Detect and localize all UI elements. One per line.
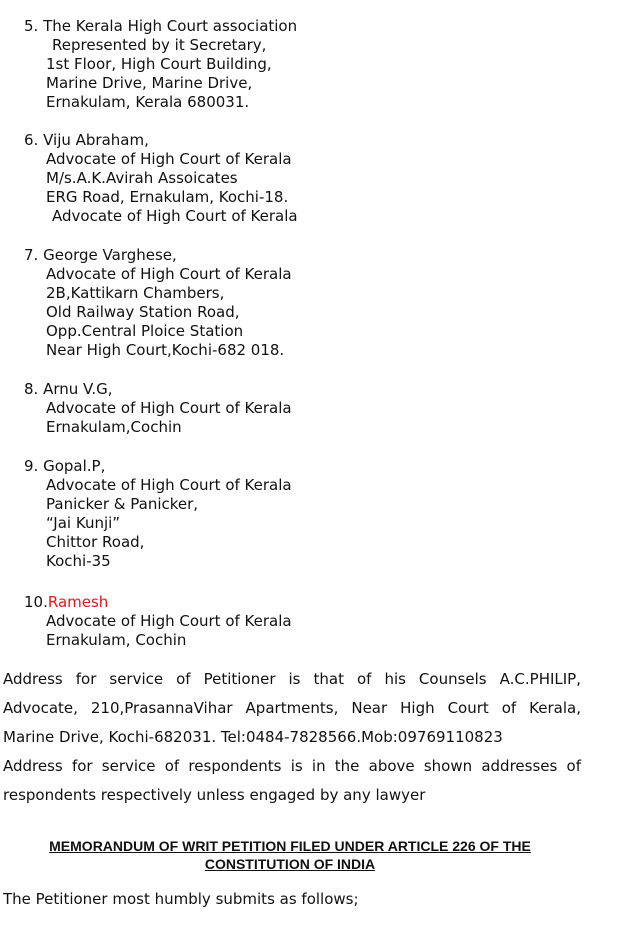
respondent-number: 6.	[24, 131, 39, 149]
address-line: Advocate of High Court of Kerala	[46, 612, 292, 630]
address-line: Advocate of High Court of Kerala	[46, 150, 292, 168]
address-line: Advocate of High Court of Kerala	[46, 399, 292, 417]
respondent-number: 5.	[24, 17, 39, 35]
paragraph-line: respondents respectively unless engaged by any lawyer	[3, 786, 426, 804]
respondent-name: Gopal.P,	[43, 457, 106, 475]
respondent-number: 7.	[24, 246, 39, 264]
heading-line-2: CONSTITUTION OF INDIA	[204, 856, 376, 872]
address-line: Advocate of High Court of Kerala	[52, 207, 298, 225]
address-line: Advocate of High Court of Kerala	[46, 476, 292, 494]
respondent-number: 10.	[24, 593, 48, 611]
address-line: Kochi-35	[46, 552, 111, 570]
paragraph-line: Advocate, 210,PrasannaVihar Apartments, Near High Court of Kerala,	[3, 699, 581, 717]
respondent-10	[24, 593, 292, 650]
address-line: “Jai Kunji”	[46, 514, 121, 532]
respondent-name: George Varghese,	[43, 246, 177, 264]
respondent-5	[24, 17, 297, 112]
address-line: Panicker & Panicker,	[46, 495, 199, 513]
respondent-name: Viju Abraham,	[43, 131, 149, 149]
respondent-name: Arnu V.G,	[43, 380, 113, 398]
address-line: Marine Drive, Marine Drive,	[46, 74, 253, 92]
address-line: Represented by it Secretary,	[52, 36, 267, 54]
paragraph-line: Address for service of Petitioner is that of his Counsels A.C.PHILIP,	[3, 670, 581, 688]
respondent-number: 8.	[24, 380, 39, 398]
paragraph-line: Address for service of respondents is in the above shown addresses of	[3, 757, 581, 775]
address-line: 2B,Kattikarn Chambers,	[46, 284, 225, 302]
paragraph-line: Marine Drive, Kochi-682031. Tel:0484-7828566.Mob:09769110823	[3, 728, 503, 746]
address-line: M/s.A.K.Avirah Assoicates	[46, 169, 238, 187]
respondent-name: Ramesh	[47, 593, 109, 611]
address-line: Old Railway Station Road,	[46, 303, 240, 321]
respondent-6	[24, 131, 298, 226]
address-line: Ernakulam, Kerala 680031.	[46, 93, 250, 111]
address-line: 1st Floor, High Court Building,	[46, 55, 272, 73]
address-line: Ernakulam, Cochin	[46, 631, 187, 649]
address-line: Ernakulam,Cochin	[46, 418, 182, 436]
respondent-7	[24, 246, 292, 360]
respondent-9	[24, 457, 292, 571]
respondent-number: 9.	[24, 457, 39, 475]
respondent-name: The Kerala High Court association	[43, 17, 298, 35]
respondent-8	[24, 380, 292, 437]
heading-line-1: MEMORANDUM OF WRIT PETITION FILED UNDER ARTICLE 226 OF THE	[49, 838, 531, 854]
service-address-paragraph	[3, 665, 581, 810]
address-line: Advocate of High Court of Kerala	[46, 265, 292, 283]
submission-intro: The Petitioner most humbly submits as follows;	[3, 890, 359, 908]
address-line: ERG Road, Ernakulam, Kochi-18.	[46, 188, 289, 206]
memorandum-heading	[20, 837, 560, 873]
address-line: Opp.Central Ploice Station	[46, 322, 244, 340]
address-line: Near High Court,Kochi-682 018.	[46, 341, 285, 359]
address-line: Chittor Road,	[46, 533, 145, 551]
